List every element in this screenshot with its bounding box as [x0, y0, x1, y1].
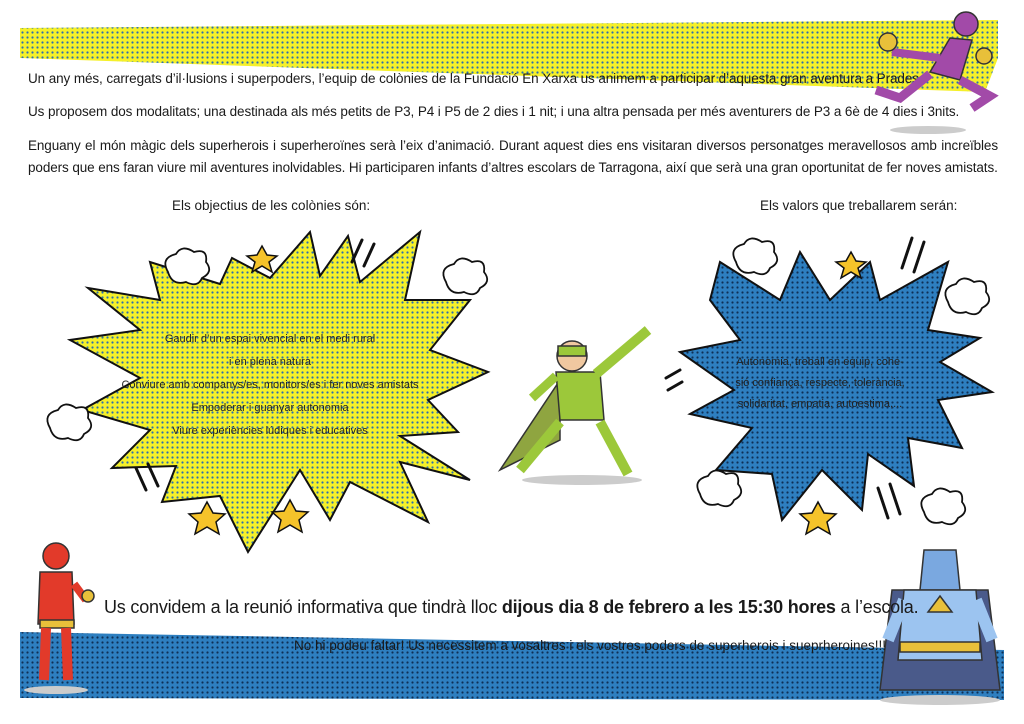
intro-paragraph-3: Enguany el món màgic dels superherois i superheroïnes serà l’eix d’animació. Durant aquest dies ens visitaran diversos personatges meravellosos amb increïbles poders que ens faran viure mil aventures inolvidables. Hi participaren infants d’altres escolars de Tarragona, així que serà una gran oportunitat de fer noves amistats.: [28, 138, 998, 175]
objective-item: Viure experiències lúdiques i educatives: [172, 425, 368, 437]
meeting-date: dijous dia 8 de febrero a les 15:30 hores: [501, 597, 836, 617]
blue-hero-icon: [880, 550, 1000, 705]
intro-paragraph-1: Un any més, carregats d’il·lusions i superpoders, l’equip de colònies de la Fundació En Xarxa us animem a participar d’aquesta gran aventura a Prades.: [28, 71, 923, 86]
values-line: Autonomia, treball en equip, cohe-: [736, 356, 904, 368]
purple-hero-icon: [876, 12, 992, 134]
green-hero-icon: [500, 330, 648, 485]
values-line: sió confiança, respecte, tolerància,: [735, 377, 905, 389]
meeting-prefix: Us convidem a la reunió informativa que tindrà lloc: [104, 597, 502, 617]
values-heading: Els valors que treballarem serán:: [760, 198, 958, 213]
intro-paragraph-2: Us proposem dos modalitats; una destinada als més petits de P3, P4 i P5 de 2 dies i 1 nit; i una altra pensada per més aventurers de P3 a 6è de 4 dies i 3nits.: [28, 104, 960, 119]
objective-item: Gaudir d’un espai vivencial en el medi rural: [164, 333, 376, 345]
objective-item: Conviure amb companys/es, monitors/es i fer noves amistats: [121, 379, 419, 391]
closing-message: No hi podeu faltar! Us necessitem a vosaltres i els vostres poders de superherois i sueprheroines!!!: [294, 638, 887, 653]
objectives-heading: Els objectius de les colònies són:: [172, 198, 371, 213]
objective-item: Empoderar i guanyar autonomia: [191, 402, 349, 414]
values-line: solidaritat, empatia, autoestima,...: [737, 398, 903, 410]
meeting-suffix: a l’escola.: [835, 597, 919, 617]
meeting-invitation: [104, 597, 918, 618]
red-hero-icon: [24, 543, 94, 694]
objective-item: i en plena natura: [229, 356, 311, 368]
